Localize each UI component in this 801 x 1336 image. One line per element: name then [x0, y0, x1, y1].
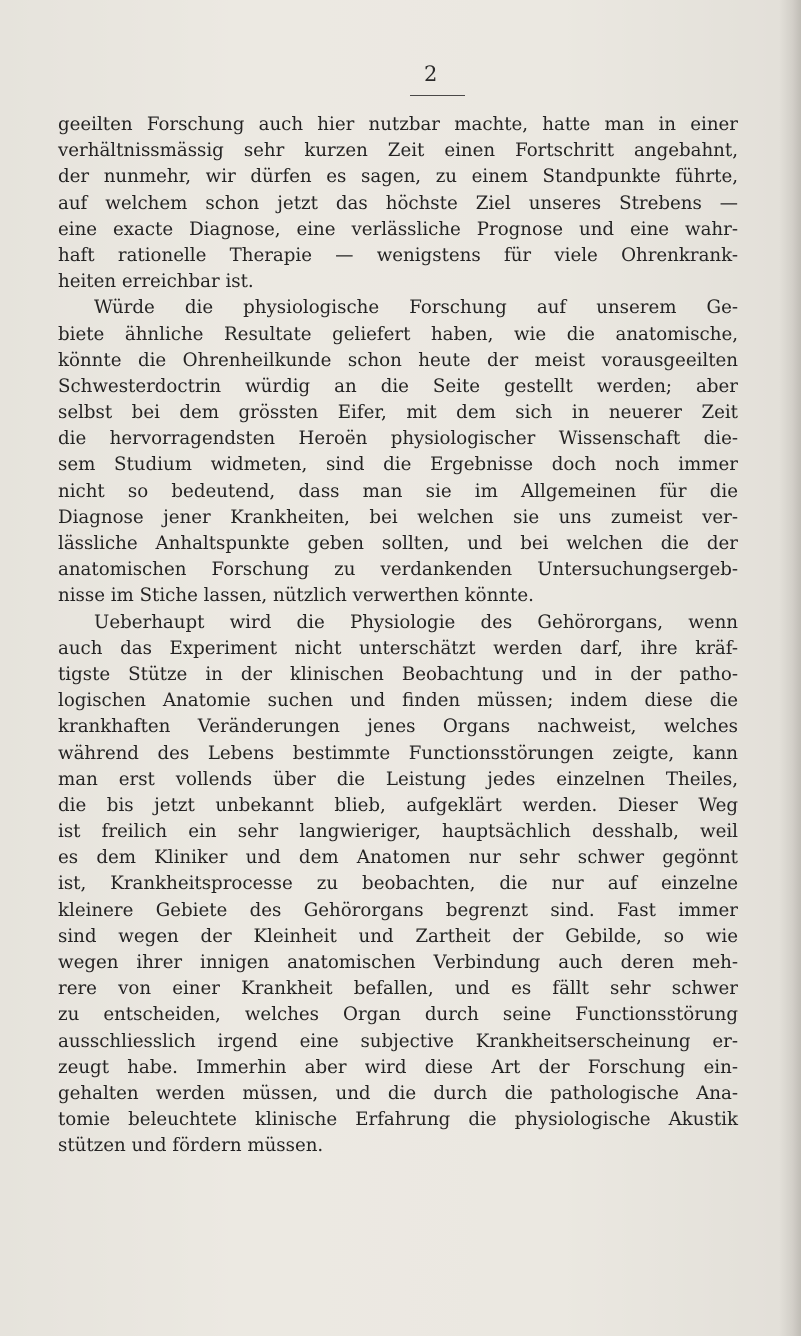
text-line: der nunmehr, wir dürfen es sagen, zu einem Standpunkte führte, — [58, 166, 738, 188]
text-line: während des Lebens bestimmte Functionsstörungen zeigte, kann — [58, 742, 738, 764]
text-line: haft rationelle Therapie — wenigstens für viele Ohrenkrank- — [58, 244, 738, 266]
text-line: zu entscheiden, welches Organ durch seine Functionsstörung — [58, 1004, 738, 1026]
text-line: sind wegen der Kleinheit und Zartheit der Gebilde, so wie — [58, 925, 738, 947]
text-line: logischen Anatomie suchen und finden müssen; indem diese die — [58, 690, 738, 712]
page-number: 2 — [424, 62, 438, 86]
header-rule — [410, 95, 465, 96]
text-line: nisse im Stiche lassen, nützlich verwerthen könnte. — [58, 585, 534, 607]
text-line: heiten erreichbar ist. — [58, 271, 254, 293]
text-line: tomie beleuchtete klinische Erfahrung die physiologische Akustik — [58, 1109, 738, 1131]
text-line: es dem Kliniker und dem Anatomen nur sehr schwer gegönnt — [58, 847, 738, 869]
page-edge-shadow — [779, 0, 801, 1336]
text-line: Würde die physiologische Forschung auf unserem Ge- — [94, 297, 738, 319]
text-line: selbst bei dem grössten Eifer, mit dem sich in neuerer Zeit — [58, 402, 738, 424]
text-line: Ueberhaupt wird die Physiologie des Gehörorgans, wenn — [94, 611, 738, 633]
text-line: verhältnissmässig sehr kurzen Zeit einen Fortschritt angebahnt, — [58, 140, 738, 162]
text-line: krankhaften Veränderungen jenes Organs nachweist, welches — [58, 716, 738, 738]
text-line: auch das Experiment nicht unterschätzt werden darf, ihre kräf- — [58, 637, 738, 659]
text-line: gehalten werden müssen, und die durch die pathologische Ana- — [58, 1082, 738, 1104]
text-line: eine exacte Diagnose, eine verlässliche Prognose und eine wahr- — [58, 218, 738, 240]
text-line: man erst vollends über die Leistung jedes einzelnen Theiles, — [58, 768, 738, 790]
text-line: ist freilich ein sehr langwieriger, hauptsächlich desshalb, weil — [58, 821, 738, 843]
text-line: geeilten Forschung auch hier nutzbar machte, hatte man in einer — [58, 114, 738, 135]
text-line: auf welchem schon jetzt das höchste Ziel unseres Strebens — — [58, 192, 738, 214]
text-line: sem Studium widmeten, sind die Ergebnisse doch noch immer — [58, 454, 738, 476]
text-line: wegen ihrer innigen anatomischen Verbindung auch deren meh- — [58, 952, 738, 973]
text-line: ausschliesslich irgend eine subjective Krankheitserscheinung er- — [58, 1030, 738, 1052]
body-text — [58, 112, 738, 1160]
text-line: die hervorragendsten Heroën physiologischer Wissenschaft die- — [58, 428, 738, 450]
text-line: kleinere Gebiete des Gehörorgans begrenzt sind. Fast immer — [58, 899, 738, 921]
text-line: biete ähnliche Resultate geliefert haben, wie die anatomische, — [58, 323, 738, 345]
text-line: Diagnose jener Krankheiten, bei welchen sie uns zumeist ver- — [58, 506, 738, 528]
text-line: anatomischen Forschung zu verdankenden Untersuchungsergeb- — [58, 559, 738, 581]
text-line: tigste Stütze in der klinischen Beobachtung und in der patho- — [58, 663, 738, 685]
text-line: lässliche Anhaltspunkte geben sollten, und bei welchen die der — [58, 533, 738, 554]
text-line: nicht so bedeutend, dass man sie im Allgemeinen für die — [58, 480, 738, 502]
text-line: zeugt habe. Immerhin aber wird diese Art der Forschung ein- — [58, 1056, 738, 1078]
text-line: ist, Krankheitsprocesse zu beobachten, die nur auf einzelne — [58, 873, 738, 895]
text-line: könnte die Ohrenheilkunde schon heute der meist vorausgeeilten — [58, 349, 738, 371]
text-line: rere von einer Krankheit befallen, und es fällt sehr schwer — [58, 978, 738, 1000]
text-line: stützen und fördern müssen. — [58, 1135, 324, 1157]
text-line: Schwesterdoctrin würdig an die Seite gestellt werden; aber — [58, 375, 738, 397]
text-line: die bis jetzt unbekannt blieb, aufgeklärt werden. Dieser Weg — [58, 794, 738, 816]
